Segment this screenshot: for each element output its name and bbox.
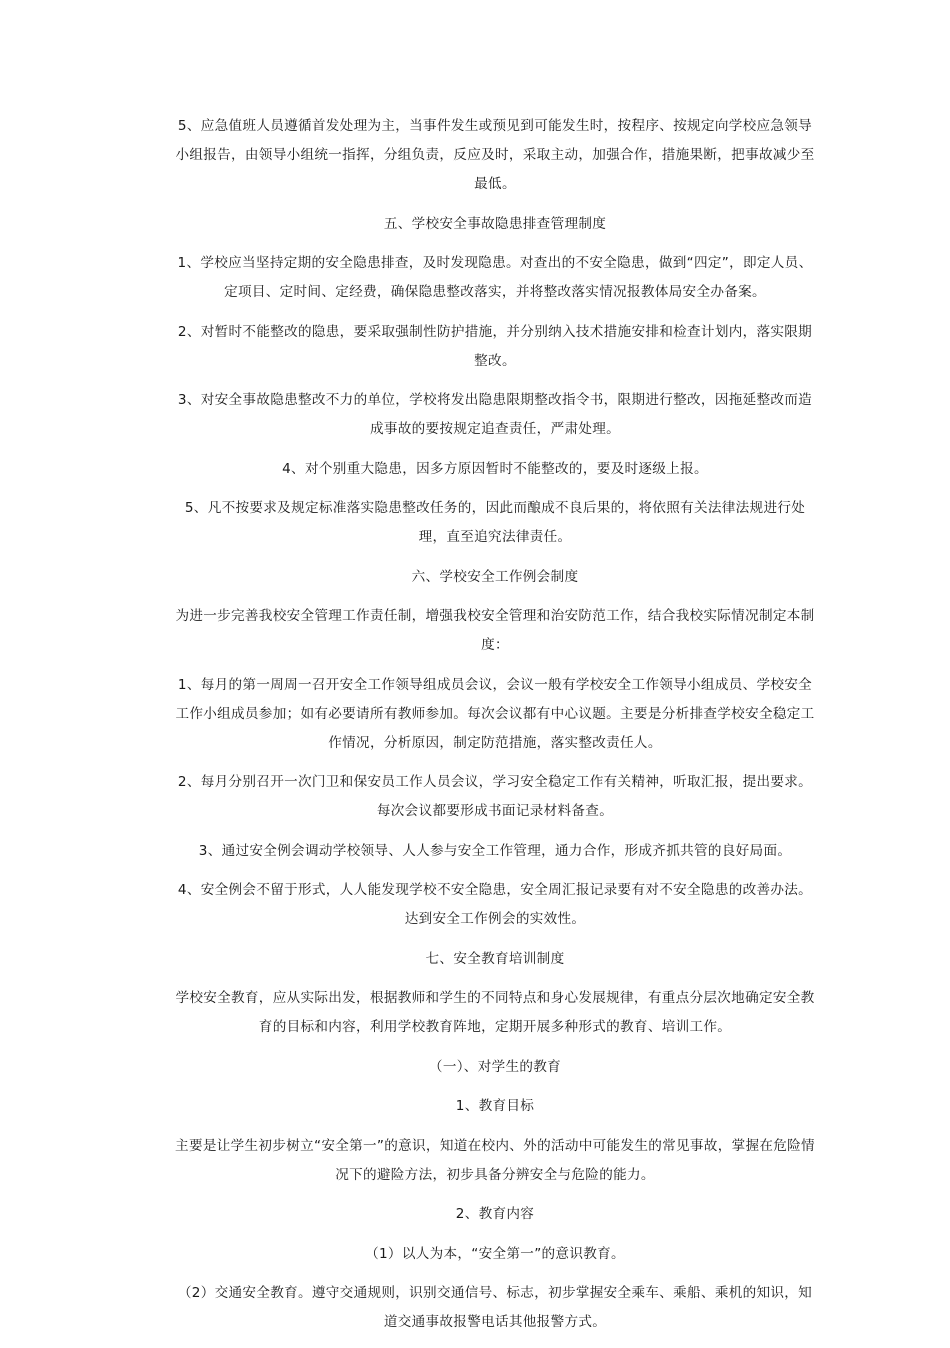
section-heading-safety-training: 七、安全教育培训制度: [425, 950, 565, 967]
paragraph-education-goal: 主要是让学生初步树立“安全第一”的意识，知道在校内、外的活动中可能发生的常见事故，掌握在危险情况下的避险方法，初步具备分辨安全与危险的能力。: [175, 1137, 815, 1183]
paragraph-hazard-1: 1、学校应当坚持定期的安全隐患排查，及时发现隐患。对查出的不安全隐患，做到“四定”，即定人员、定项目、定时间、定经费，确保隐患整改落实，并将整改落实情况报教体局安全办备案。: [177, 255, 813, 300]
paragraph-meeting-4: 4、安全例会不留于形式，人人能发现学校不安全隐患，安全周汇报记录要有对不安全隐患的改善办法。达到安全工作例会的实效性。: [177, 882, 813, 927]
paragraph-hazard-3: 3、对安全事故隐患整改不力的单位，学校将发出隐患限期整改指令书，限期进行整改，因拖延整改而造成事故的要按规定追查责任，严肃处理。: [177, 392, 813, 437]
paragraph-content-2: （2）交通安全教育。遵守交通规则，识别交通信号、标志，初步掌握安全乘车、乘船、乘机的知识，知道交通事故报警电话其他报警方式。: [177, 1285, 813, 1330]
subsection-heading-education-content: 2、教育内容: [455, 1206, 535, 1222]
paragraph-hazard-5: 5、凡不按要求及规定标准落实隐患整改任务的，因此而酿成不良后果的，将依照有关法律法规进行处理，直至追究法律责任。: [184, 500, 806, 545]
paragraph-hazard-4: 4、对个别重大隐患，因多方原因暂时不能整改的，要及时逐级上报。: [282, 460, 708, 477]
paragraph-meeting-3: 3、通过安全例会调动学校领导、人人参与安全工作管理，通力合作，形成齐抓共管的良好局面。: [198, 842, 792, 859]
paragraph-meeting-intro: 为进一步完善我校安全管理工作责任制，增强我校安全管理和治安防范工作，结合我校实际情况制定本制度：: [175, 608, 815, 653]
subsection-heading-education-goal: 1、教育目标: [455, 1098, 535, 1114]
paragraph-meeting-2: 2、每月分别召开一次门卫和保安员工作人员会议，学习安全稳定工作有关精神，听取汇报，提出要求。每次会议都要形成书面记录材料备查。: [177, 774, 813, 819]
section-heading-safety-meeting: 六、学校安全工作例会制度: [411, 568, 579, 585]
paragraph-emergency-duty: 5、应急值班人员遵循首发处理为主，当事件发生或预见到可能发生时，按程序、按规定向学校应急领导小组报告，由领导小组统一指挥，分组负责，反应及时，采取主动，加强合作，措施果断，把事故减少至最低。: [175, 118, 815, 192]
paragraph-meeting-1: 1、每月的第一周周一召开安全工作领导组成员会议，会议一般有学校安全工作领导小组成员、学校安全工作小组成员参加；如有必要请所有教师参加。每次会议都有中心议题。主要是分析排查学校安全稳定工作情况，分析原因，制定防范措施，落实整改责任人。: [175, 676, 815, 751]
section-heading-hazard-check: 五、学校安全事故隐患排查管理制度: [383, 215, 607, 232]
paragraph-training-intro: 学校安全教育，应从实际出发，根据教师和学生的不同特点和身心发展规律，有重点分层次地确定安全教育的目标和内容，利用学校教育阵地，定期开展多种形式的教育、培训工作。: [175, 990, 815, 1035]
document-page: [175, 112, 815, 1348]
subsection-heading-student-education: （一）、对学生的教育: [428, 1058, 562, 1075]
paragraph-hazard-2: 2、对暂时不能整改的隐患，要采取强制性防护措施，并分别纳入技术措施安排和检查计划内，落实限期整改。: [177, 323, 813, 369]
paragraph-content-1: （1）以人为本，“安全第一”的意识教育。: [365, 1245, 625, 1262]
